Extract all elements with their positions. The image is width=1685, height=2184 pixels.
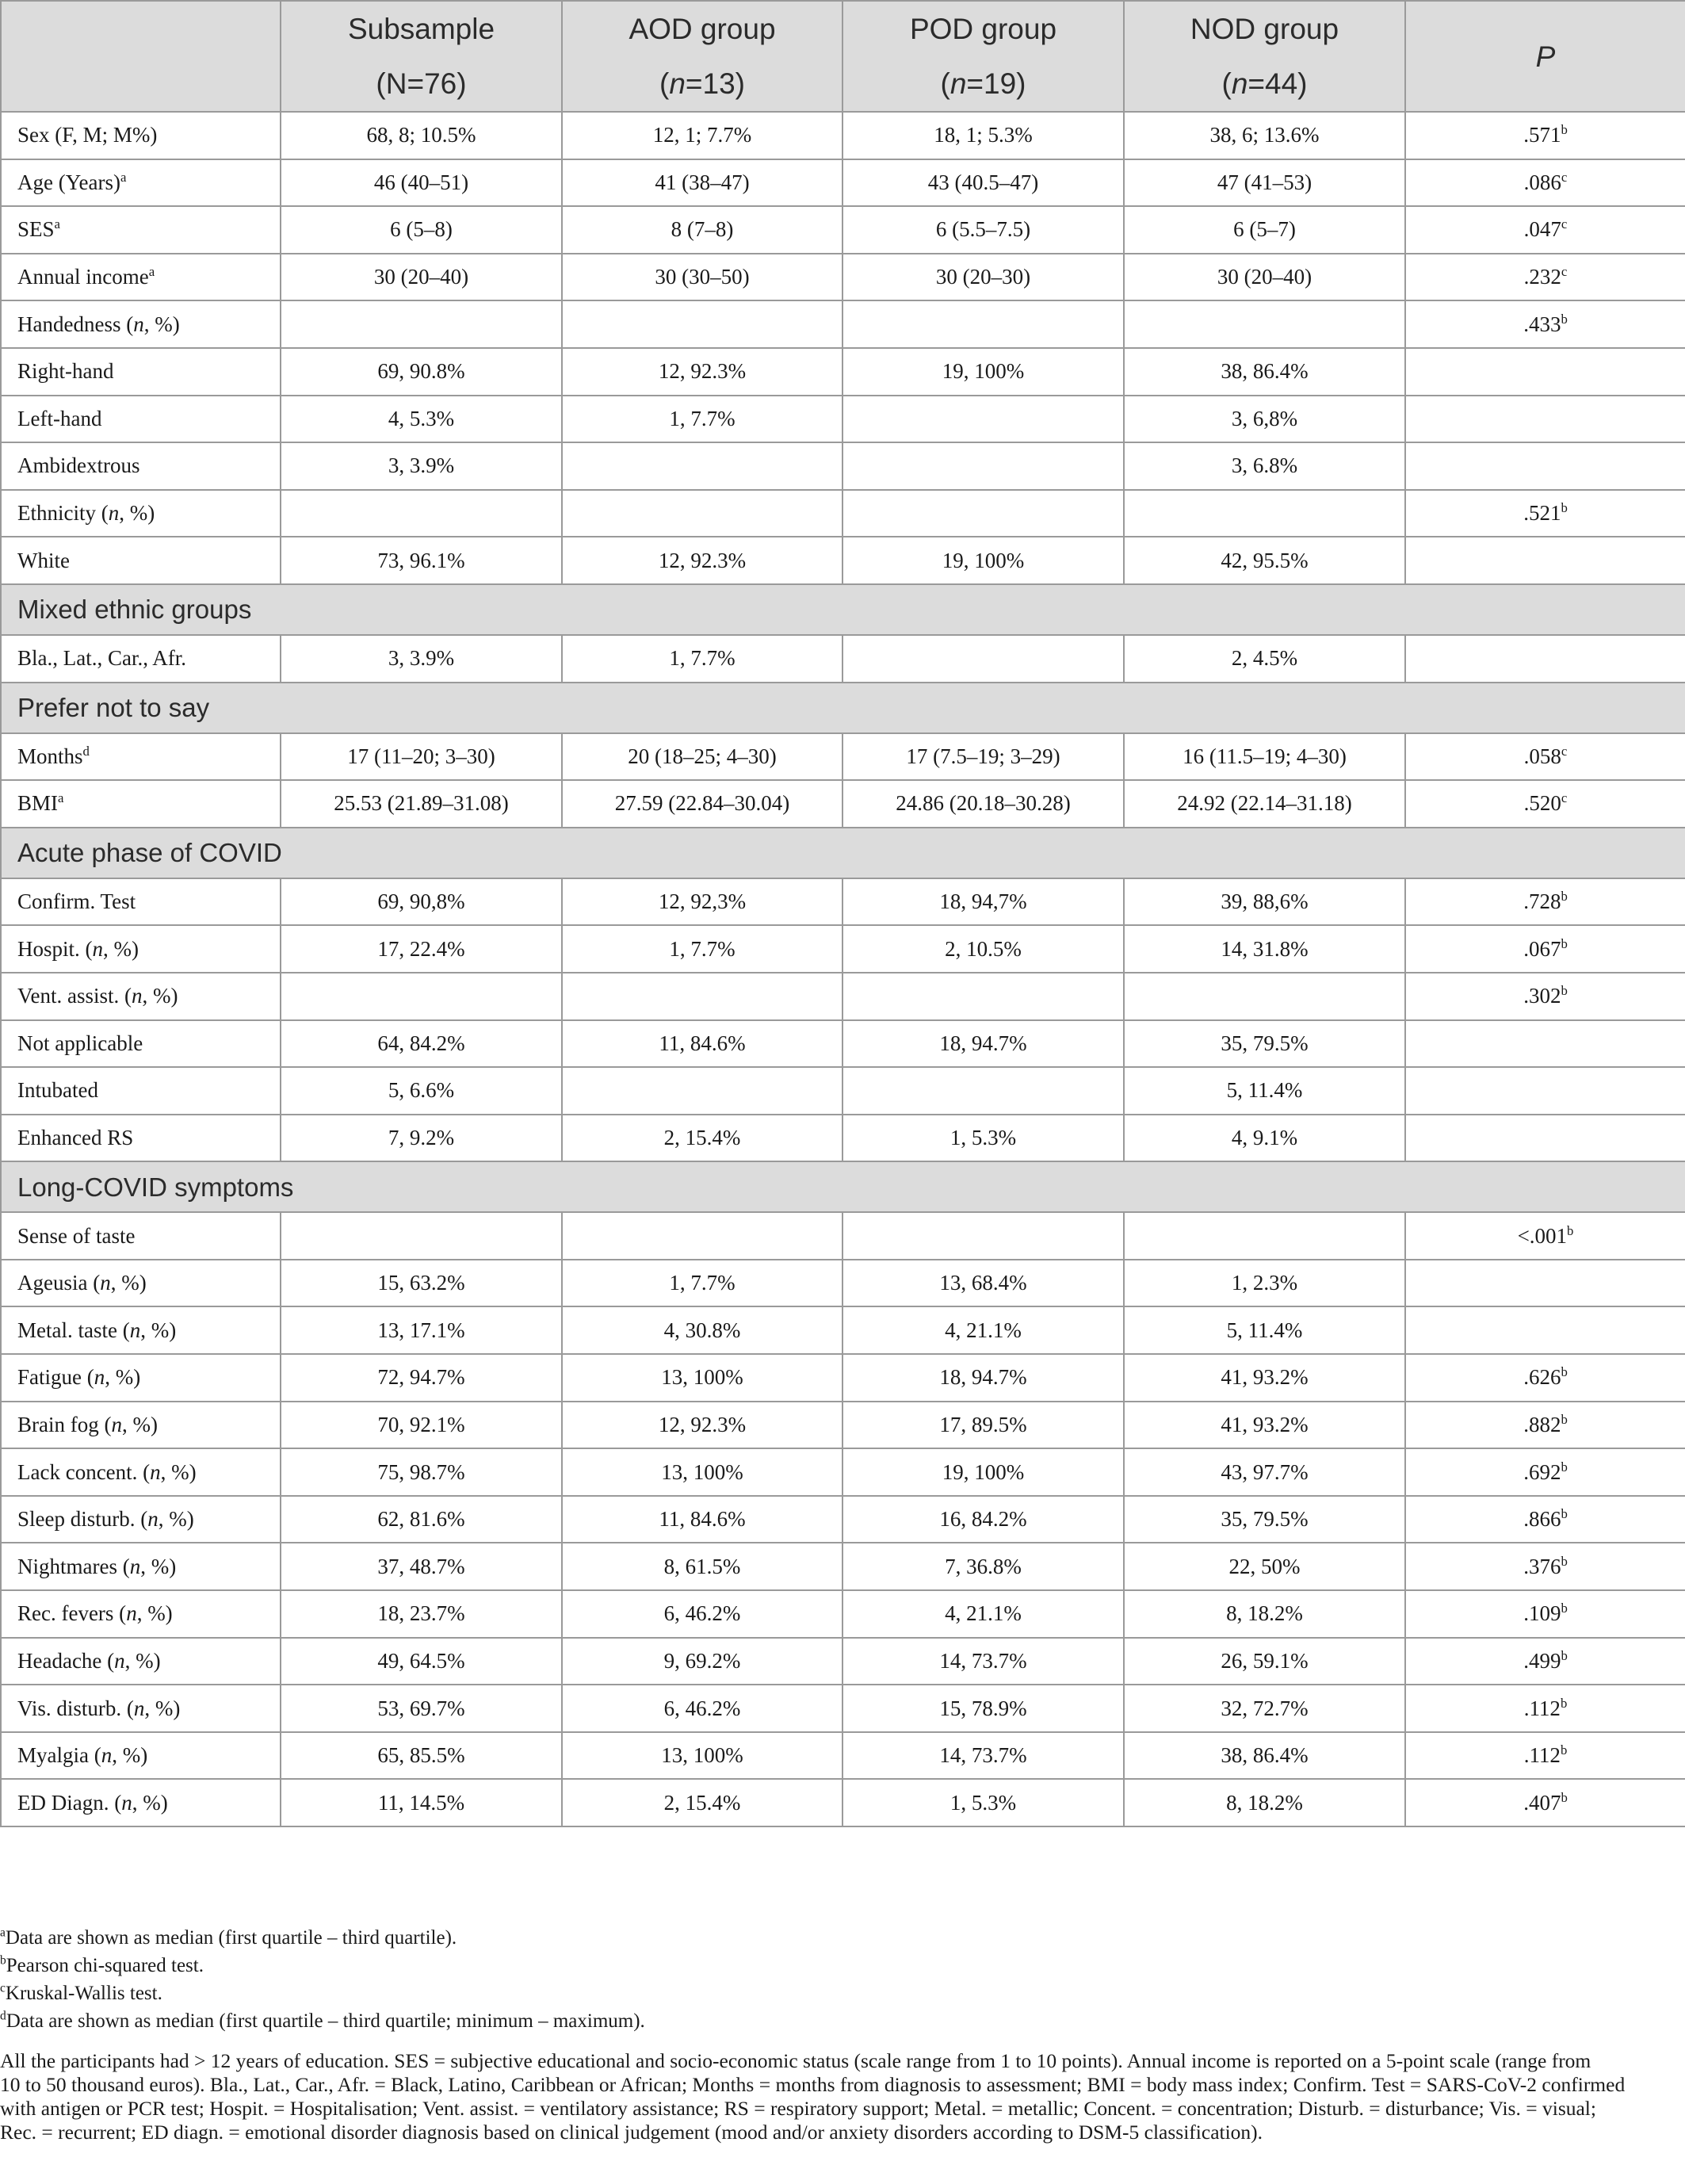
table-cell: 25.53 (21.89–31.08) (281, 780, 562, 828)
table-row (1, 1402, 1685, 1449)
table-cell: 39, 88,6% (1124, 878, 1405, 926)
p-value-cell (1405, 348, 1685, 396)
table-row (1, 1496, 1685, 1543)
row-label: Annual income$^a$ (1, 254, 281, 301)
table-cell: 11, 84.6% (562, 1496, 842, 1543)
table-cell: 12, 92.3% (562, 537, 842, 584)
table-cell: 49, 64.5% (281, 1638, 562, 1685)
p-value-cell: <.001$^b$ (1405, 1212, 1685, 1260)
table-cell: 32, 72.7% (1124, 1685, 1405, 1732)
table-cell: 13, 100% (562, 1354, 842, 1402)
row-label: Left-hand (1, 396, 281, 443)
table-cell: 38, 86.4% (1124, 1732, 1405, 1780)
table-cell: 26, 59.1% (1124, 1638, 1405, 1685)
footnote: $^b$Pearson chi-squared test. (0, 1953, 204, 1976)
header-nod-group: NOD group (1124, 1, 1405, 56)
p-value-cell (1405, 635, 1685, 683)
table-cell: 8, 18.2% (1124, 1779, 1405, 1826)
table-row (1, 112, 1685, 159)
table-cell: 62, 81.6% (281, 1496, 562, 1543)
note-line: Rec. = recurrent; ED diagn. = emotional disorder diagnosis based on clinical judgement (mood and/or anxiety disorders according to DSM-5 classification). (0, 2121, 1263, 2144)
row-label: Confirm. Test (1, 878, 281, 926)
table-cell: 69, 90,8% (281, 878, 562, 926)
table-cell: 65, 85.5% (281, 1732, 562, 1780)
section-row (1, 1161, 1685, 1212)
header-p-value: P (1405, 1, 1685, 112)
section-label: Long-COVID symptoms (1, 1161, 1685, 1212)
table-row (1, 1779, 1685, 1826)
row-label: Intubated (1, 1067, 281, 1115)
row-label: Right-hand (1, 348, 281, 396)
p-value-cell (1405, 1067, 1685, 1115)
table-cell: 17 (11–20; 3–30) (281, 733, 562, 781)
p-value-cell (1405, 1020, 1685, 1068)
table-cell: 24.92 (22.14–31.18) (1124, 780, 1405, 828)
table-cell: 1, 2.3% (1124, 1260, 1405, 1307)
p-value-cell: .302$^b$ (1405, 973, 1685, 1020)
table-cell: 8, 61.5% (562, 1543, 842, 1590)
note-line: All the participants had > 12 years of education. SES = subjective educational and socio-economic status (scale range from 1 to 10 points). Annual income is reported on a 5-point scale (range from (0, 2049, 1591, 2072)
table-cell: 75, 98.7% (281, 1448, 562, 1496)
table-cell: 13, 68.4% (842, 1260, 1124, 1307)
table-cell: 73, 96.1% (281, 537, 562, 584)
table-cell: 13, 100% (562, 1448, 842, 1496)
table-cell: 19, 100% (842, 537, 1124, 584)
table-row (1, 1638, 1685, 1685)
table-row (1, 1685, 1685, 1732)
p-value-cell: .692$^b$ (1405, 1448, 1685, 1496)
footnote: $^a$Data are shown as median (first quartile – third quartile). (0, 1926, 457, 1949)
p-value-cell: .521$^b$ (1405, 490, 1685, 537)
table-cell: 42, 95.5% (1124, 537, 1405, 584)
table-cell: 13, 100% (562, 1732, 842, 1780)
table-cell (842, 1212, 1124, 1260)
table-cell: 43 (40.5–47) (842, 159, 1124, 207)
table-cell: 18, 23.7% (281, 1590, 562, 1638)
table-cell (842, 396, 1124, 443)
table-row (1, 206, 1685, 254)
row-label: ED Diagn. (n, %) (1, 1779, 281, 1826)
table-cell: 5, 11.4% (1124, 1306, 1405, 1354)
table-cell: 1, 5.3% (842, 1115, 1124, 1162)
table-cell: 4, 21.1% (842, 1590, 1124, 1638)
table-cell: 12, 1; 7.7% (562, 112, 842, 159)
header-pod-n: (n=19) (842, 56, 1124, 112)
p-value-cell: .232$^c$ (1405, 254, 1685, 301)
header-blank-cell (1, 1, 281, 112)
table-cell: 4, 9.1% (1124, 1115, 1405, 1162)
table-cell: 6 (5.5–7.5) (842, 206, 1124, 254)
row-label: BMI$^a$ (1, 780, 281, 828)
table-cell: 4, 21.1% (842, 1306, 1124, 1354)
table-cell (562, 1067, 842, 1115)
table-cell: 17 (7.5–19; 3–29) (842, 733, 1124, 781)
table-cell (281, 973, 562, 1020)
table-cell: 16 (11.5–19; 4–30) (1124, 733, 1405, 781)
p-value-cell: .571$^b$ (1405, 112, 1685, 159)
table-cell: 8, 18.2% (1124, 1590, 1405, 1638)
table-cell: 7, 36.8% (842, 1543, 1124, 1590)
p-value-cell: .376$^b$ (1405, 1543, 1685, 1590)
table-cell: 3, 3.9% (281, 635, 562, 683)
table-cell (1124, 973, 1405, 1020)
row-label: Sex (F, M; M%) (1, 112, 281, 159)
table-cell: 46 (40–51) (281, 159, 562, 207)
row-label: Nightmares (n, %) (1, 1543, 281, 1590)
table-cell: 1, 7.7% (562, 635, 842, 683)
row-label: Brain fog (n, %) (1, 1402, 281, 1449)
p-value-cell: .407$^b$ (1405, 1779, 1685, 1826)
p-value-cell (1405, 1115, 1685, 1162)
table-cell: 2, 10.5% (842, 925, 1124, 973)
table-cell: 30 (20–40) (1124, 254, 1405, 301)
table-row (1, 1212, 1685, 1260)
table-cell: 8 (7–8) (562, 206, 842, 254)
section-label: Acute phase of COVID (1, 828, 1685, 878)
row-label: Ageusia (n, %) (1, 1260, 281, 1307)
table-cell: 43, 97.7% (1124, 1448, 1405, 1496)
table-cell: 68, 8; 10.5% (281, 112, 562, 159)
table-cell: 17, 22.4% (281, 925, 562, 973)
table-header (1, 1, 1685, 112)
table-cell: 37, 48.7% (281, 1543, 562, 1590)
table-cell (1124, 490, 1405, 537)
row-label: Enhanced RS (1, 1115, 281, 1162)
table-cell: 4, 5.3% (281, 396, 562, 443)
table-cell: 5, 11.4% (1124, 1067, 1405, 1115)
table-row (1, 1115, 1685, 1162)
table-row (1, 490, 1685, 537)
footnote: $^c$Kruskal-Wallis test. (0, 1981, 162, 2004)
row-label: Months$^d$ (1, 733, 281, 781)
header-subsample: Subsample (281, 1, 562, 56)
section-row (1, 584, 1685, 635)
row-label: Hospit. (n, %) (1, 925, 281, 973)
p-value-cell: .626$^b$ (1405, 1354, 1685, 1402)
table-cell (562, 1212, 842, 1260)
table-cell: 18, 1; 5.3% (842, 112, 1124, 159)
table-cell: 14, 31.8% (1124, 925, 1405, 973)
table-row (1, 396, 1685, 443)
table-cell: 11, 14.5% (281, 1779, 562, 1826)
table-cell: 19, 100% (842, 348, 1124, 396)
table-row (1, 925, 1685, 973)
table-cell: 64, 84.2% (281, 1020, 562, 1068)
table-cell (1124, 1212, 1405, 1260)
row-label: SES$^a$ (1, 206, 281, 254)
table-row (1, 442, 1685, 490)
header-nod-n: (n=44) (1124, 56, 1405, 112)
table-row (1, 780, 1685, 828)
p-value-cell (1405, 1306, 1685, 1354)
row-label: Ethnicity (n, %) (1, 490, 281, 537)
row-label: White (1, 537, 281, 584)
table-cell (281, 490, 562, 537)
table-cell: 12, 92,3% (562, 878, 842, 926)
table-row (1, 878, 1685, 926)
table-cell: 24.86 (20.18–30.28) (842, 780, 1124, 828)
table-cell (562, 973, 842, 1020)
table-row (1, 254, 1685, 301)
table-cell: 41 (38–47) (562, 159, 842, 207)
p-value-cell: .109$^b$ (1405, 1590, 1685, 1638)
table-cell: 35, 79.5% (1124, 1020, 1405, 1068)
table-cell: 41, 93.2% (1124, 1402, 1405, 1449)
p-value-cell: .067$^b$ (1405, 925, 1685, 973)
table-cell: 3, 6,8% (1124, 396, 1405, 443)
p-value-cell: .866$^b$ (1405, 1496, 1685, 1543)
table-row (1, 1260, 1685, 1307)
p-value-cell (1405, 537, 1685, 584)
table-cell: 14, 73.7% (842, 1638, 1124, 1685)
table-cell: 14, 73.7% (842, 1732, 1124, 1780)
table-cell: 3, 6.8% (1124, 442, 1405, 490)
table-cell: 38, 6; 13.6% (1124, 112, 1405, 159)
note-line: with antigen or PCR test; Hospit. = Hospitalisation; Vent. assist. = ventilatory assistance; RS = respiratory support; Metal. = metallic; Concent. = concentration; Disturb. = disturbance; Vis. = visual; (0, 2097, 1596, 2120)
table-row (1, 733, 1685, 781)
row-label: Myalgia (n, %) (1, 1732, 281, 1780)
table-body (1, 112, 1685, 1826)
section-label: Mixed ethnic groups (1, 584, 1685, 635)
table-row (1, 537, 1685, 584)
section-row (1, 828, 1685, 878)
table-cell: 3, 3.9% (281, 442, 562, 490)
table-row (1, 1020, 1685, 1068)
table-cell (842, 442, 1124, 490)
table-cell: 1, 7.7% (562, 1260, 842, 1307)
table-row (1, 1354, 1685, 1402)
table-cell: 72, 94.7% (281, 1354, 562, 1402)
row-label: Not applicable (1, 1020, 281, 1068)
table-cell: 16, 84.2% (842, 1496, 1124, 1543)
row-label: Bla., Lat., Car., Afr. (1, 635, 281, 683)
table-cell: 7, 9.2% (281, 1115, 562, 1162)
table-cell: 18, 94.7% (842, 1354, 1124, 1402)
table-cell (1124, 300, 1405, 348)
table-cell: 53, 69.7% (281, 1685, 562, 1732)
row-label: Headache (n, %) (1, 1638, 281, 1685)
table-row (1, 973, 1685, 1020)
table-cell: 30 (30–50) (562, 254, 842, 301)
row-label: Ambidextrous (1, 442, 281, 490)
table-cell: 20 (18–25; 4–30) (562, 733, 842, 781)
table-cell: 30 (20–30) (842, 254, 1124, 301)
table-cell: 13, 17.1% (281, 1306, 562, 1354)
table-cell: 6 (5–7) (1124, 206, 1405, 254)
p-value-cell: .086$^c$ (1405, 159, 1685, 207)
row-label: Metal. taste (n, %) (1, 1306, 281, 1354)
table-cell (562, 300, 842, 348)
row-label: Handedness (n, %) (1, 300, 281, 348)
row-label: Sense of taste (1, 1212, 281, 1260)
p-value-cell: .433$^b$ (1405, 300, 1685, 348)
table-cell: 69, 90.8% (281, 348, 562, 396)
header-subsample-n: (N=76) (281, 56, 562, 112)
table-cell: 22, 50% (1124, 1543, 1405, 1590)
section-row (1, 683, 1685, 733)
p-value-cell (1405, 442, 1685, 490)
header-pod-group: POD group (842, 1, 1124, 56)
row-label: Vis. disturb. (n, %) (1, 1685, 281, 1732)
table-cell: 70, 92.1% (281, 1402, 562, 1449)
table-cell (842, 635, 1124, 683)
row-label: Sleep disturb. (n, %) (1, 1496, 281, 1543)
table-cell: 1, 7.7% (562, 396, 842, 443)
table-cell: 15, 78.9% (842, 1685, 1124, 1732)
table-cell (562, 442, 842, 490)
table-cell: 30 (20–40) (281, 254, 562, 301)
p-value-cell: .112$^b$ (1405, 1685, 1685, 1732)
p-value-cell: .728$^b$ (1405, 878, 1685, 926)
p-value-cell (1405, 1260, 1685, 1307)
p-value-cell: .112$^b$ (1405, 1732, 1685, 1780)
table-row (1, 1732, 1685, 1780)
section-label: Prefer not to say (1, 683, 1685, 733)
table-cell (562, 490, 842, 537)
table-cell: 41, 93.2% (1124, 1354, 1405, 1402)
table-row (1, 1543, 1685, 1590)
table-cell: 2, 15.4% (562, 1779, 842, 1826)
table-row (1, 1448, 1685, 1496)
table-cell (842, 490, 1124, 537)
table-cell: 47 (41–53) (1124, 159, 1405, 207)
footnote: $^d$Data are shown as median (first quartile – third quartile; minimum – maximum). (0, 2009, 645, 2032)
p-value-cell: .058$^c$ (1405, 733, 1685, 781)
table-cell: 35, 79.5% (1124, 1496, 1405, 1543)
table-row (1, 635, 1685, 683)
table-cell: 12, 92.3% (562, 1402, 842, 1449)
header-row-1 (1, 1, 1685, 56)
table-cell: 15, 63.2% (281, 1260, 562, 1307)
table-cell: 18, 94.7% (842, 1020, 1124, 1068)
table-note (0, 2049, 1672, 2144)
table-cell: 9, 69.2% (562, 1638, 842, 1685)
table-cell: 12, 92.3% (562, 348, 842, 396)
table-row (1, 159, 1685, 207)
table-cell: 2, 4.5% (1124, 635, 1405, 683)
table-cell: 38, 86.4% (1124, 348, 1405, 396)
p-value-cell: .882$^b$ (1405, 1402, 1685, 1449)
table-row (1, 1590, 1685, 1638)
row-label: Fatigue (n, %) (1, 1354, 281, 1402)
table-cell (842, 1067, 1124, 1115)
table-cell: 6, 46.2% (562, 1685, 842, 1732)
row-label: Rec. fevers (n, %) (1, 1590, 281, 1638)
table-row (1, 1067, 1685, 1115)
table-cell: 1, 5.3% (842, 1779, 1124, 1826)
row-label: Vent. assist. (n, %) (1, 973, 281, 1020)
p-value-cell (1405, 396, 1685, 443)
p-value-cell: .499$^b$ (1405, 1638, 1685, 1685)
table-cell: 27.59 (22.84–30.04) (562, 780, 842, 828)
row-label: Age (Years)$^a$ (1, 159, 281, 207)
table-cell: 18, 94,7% (842, 878, 1124, 926)
table-cell: 6 (5–8) (281, 206, 562, 254)
table-cell: 19, 100% (842, 1448, 1124, 1496)
table-cell (281, 300, 562, 348)
table-cell: 17, 89.5% (842, 1402, 1124, 1449)
header-aod-group: AOD group (562, 1, 842, 56)
table-cell (281, 1212, 562, 1260)
p-value-cell: .047$^c$ (1405, 206, 1685, 254)
table-cell: 2, 15.4% (562, 1115, 842, 1162)
p-value-cell: .520$^c$ (1405, 780, 1685, 828)
table-row (1, 300, 1685, 348)
table-row (1, 348, 1685, 396)
table-cell (842, 300, 1124, 348)
table-cell (842, 973, 1124, 1020)
row-label: Lack concent. (n, %) (1, 1448, 281, 1496)
table-row (1, 1306, 1685, 1354)
table-cell: 4, 30.8% (562, 1306, 842, 1354)
table-cell: 11, 84.6% (562, 1020, 842, 1068)
table-cell: 1, 7.7% (562, 925, 842, 973)
table-cell: 5, 6.6% (281, 1067, 562, 1115)
note-line: 10 to 50 thousand euros). Bla., Lat., Car., Afr. = Black, Latino, Caribbean or African; Months = months from diagnosis to assessment; BMI = body mass index; Confirm. Test = SARS-CoV-2 confirmed (0, 2073, 1626, 2096)
header-aod-n: (n=13) (562, 56, 842, 112)
table-cell: 6, 46.2% (562, 1590, 842, 1638)
